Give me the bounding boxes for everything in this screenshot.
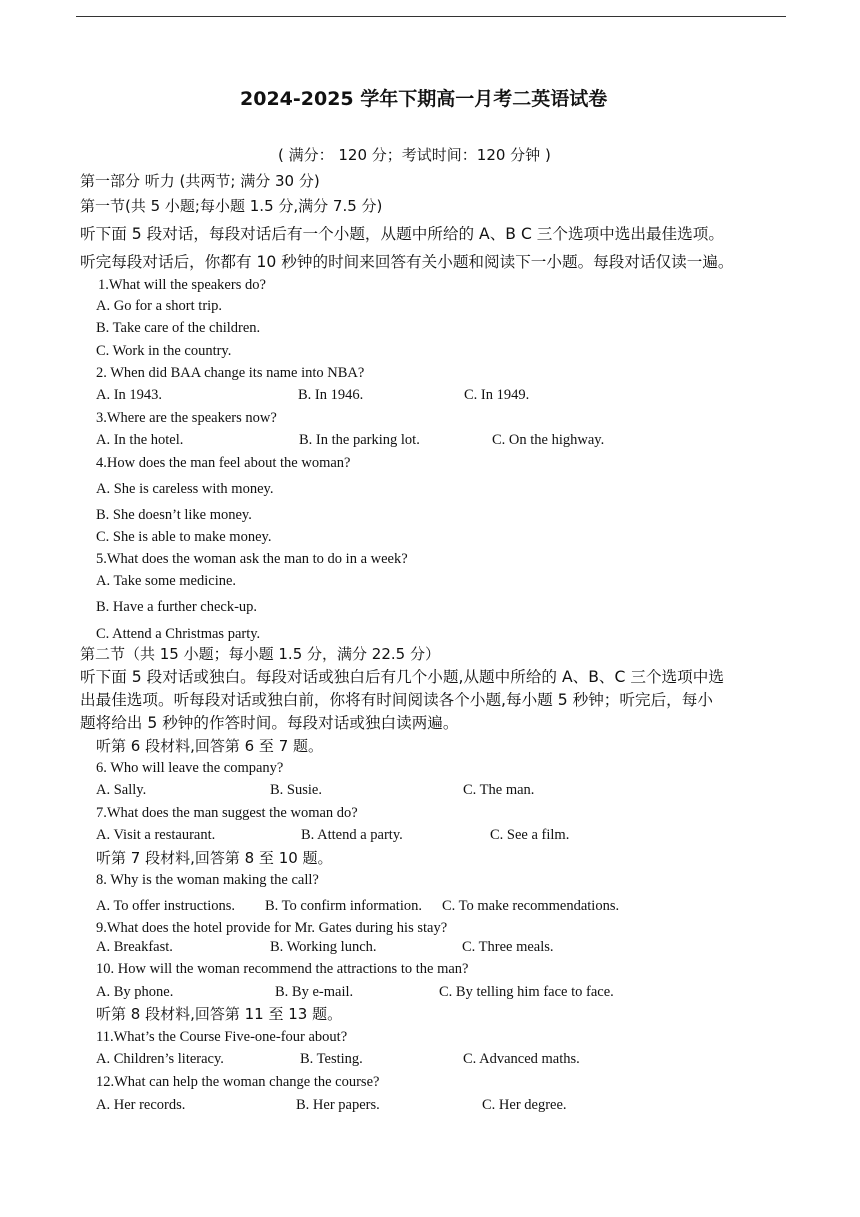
question-3-option-a: A. In the hotel. [96, 432, 184, 448]
question-4-stem: 4.How does the man feel about the woman? [96, 455, 351, 471]
question-4-option-c: C. She is able to make money. [96, 529, 272, 545]
material-7-note: 听第 7 段材料,回答第 8 至 10 题。 [96, 849, 333, 867]
section2-instruction-1: 听下面 5 段对话或独白。每段对话或独白后有几个小题,从题中所给的 A、B、C 三个选项中选 [80, 668, 724, 686]
question-12-option-c: C. Her degree. [482, 1097, 567, 1113]
score-line: ( 满分： 120 分；考试时间：120 分钟 ) [278, 146, 551, 164]
question-8-option-c: C. To make recommendations. [442, 898, 620, 914]
question-7-option-c: C. See a film. [490, 827, 570, 843]
question-5-stem: 5.What does the woman ask the man to do in a week? [96, 551, 408, 567]
question-12-stem: 12.What can help the woman change the course? [96, 1074, 380, 1090]
section2-instruction-3: 题将给出 5 秒钟的作答时间。每段对话或独白读两遍。 [80, 714, 459, 732]
question-5-option-c: C. Attend a Christmas party. [96, 626, 261, 642]
question-1-option-a: A. Go for a short trip. [96, 298, 223, 314]
section2-instruction-2: 出最佳选项。听每段对话或独白前，你将有时间阅读各个小题,每小题 5 秒钟；听完后，每小 [80, 691, 713, 709]
question-3-option-c: C. On the highway. [492, 432, 605, 448]
page-title: 2024-2025 学年下期高一月考二英语试卷 [240, 88, 608, 110]
question-2-option-c: C. In 1949. [464, 387, 530, 403]
section2-heading: 第二节（共 15 小题；每小题 1.5 分，满分 22.5 分） [80, 645, 440, 663]
section1-heading: 第一节(共 5 小题;每小题 1.5 分,满分 7.5 分) [80, 197, 383, 215]
question-7-option-b: B. Attend a party. [301, 827, 403, 843]
question-1-option-c: C. Work in the country. [96, 343, 232, 359]
question-10-option-b: B. By e-mail. [275, 984, 354, 1000]
section1-instruction-2: 听完每段对话后，你都有 10 秒钟的时间来回答有关小题和阅读下一小题。每段对话仅读一遍。 [80, 253, 734, 271]
question-3-option-b: B. In the parking lot. [299, 432, 420, 448]
question-6-stem: 6. Who will leave the company? [96, 760, 284, 776]
part1-heading: 第一部分 听力 (共两节; 满分 30 分) [80, 172, 320, 190]
question-11-option-a: A. Children’s literacy. [96, 1051, 224, 1067]
question-7-stem: 7.What does the man suggest the woman do? [96, 805, 358, 821]
question-10-stem: 10. How will the woman recommend the attractions to the man? [96, 961, 469, 977]
question-1-stem: 1.What will the speakers do? [98, 277, 266, 293]
question-6-option-b: B. Susie. [270, 782, 322, 798]
question-2-option-b: B. In 1946. [298, 387, 364, 403]
question-9-option-b: B. Working lunch. [270, 939, 377, 955]
question-11-option-c: C. Advanced maths. [463, 1051, 580, 1067]
question-11-stem: 11.What’s the Course Five-one-four about? [96, 1029, 348, 1045]
question-12-option-b: B. Her papers. [296, 1097, 380, 1113]
question-2-stem: 2. When did BAA change its name into NBA? [96, 365, 365, 381]
question-9-stem: 9.What does the hotel provide for Mr. Gates during his stay? [96, 920, 448, 936]
question-2-option-a: A. In 1943. [96, 387, 163, 403]
question-6-option-a: A. Sally. [96, 782, 147, 798]
question-10-option-a: A. By phone. [96, 984, 174, 1000]
question-4-option-b: B. She doesn’t like money. [96, 507, 252, 523]
material-6-note: 听第 6 段材料,回答第 6 至 7 题。 [96, 737, 324, 755]
question-7-option-a: A. Visit a restaurant. [96, 827, 216, 843]
section1-instruction-1: 听下面 5 段对话，每段对话后有一个小题，从题中所给的 A、B C 三个选项中选出最佳选项。 [80, 225, 724, 243]
question-10-option-c: C. By telling him face to face. [439, 984, 614, 1000]
question-3-stem: 3.Where are the speakers now? [96, 410, 277, 426]
question-8-option-a: A. To offer instructions. [96, 898, 236, 914]
question-11-option-b: B. Testing. [300, 1051, 363, 1067]
question-8-stem: 8. Why is the woman making the call? [96, 872, 319, 888]
material-8-note: 听第 8 段材料,回答第 11 至 13 题。 [96, 1005, 343, 1023]
question-6-option-c: C. The man. [463, 782, 535, 798]
top-rule [76, 16, 786, 17]
question-9-option-a: A. Breakfast. [96, 939, 173, 955]
question-5-option-a: A. Take some medicine. [96, 573, 237, 589]
question-12-option-a: A. Her records. [96, 1097, 186, 1113]
question-9-option-c: C. Three meals. [462, 939, 554, 955]
question-1-option-b: B. Take care of the children. [96, 320, 261, 336]
question-4-option-a: A. She is careless with money. [96, 481, 274, 497]
question-5-option-b: B. Have a further check-up. [96, 599, 258, 615]
question-8-option-b: B. To confirm information. [265, 898, 422, 914]
